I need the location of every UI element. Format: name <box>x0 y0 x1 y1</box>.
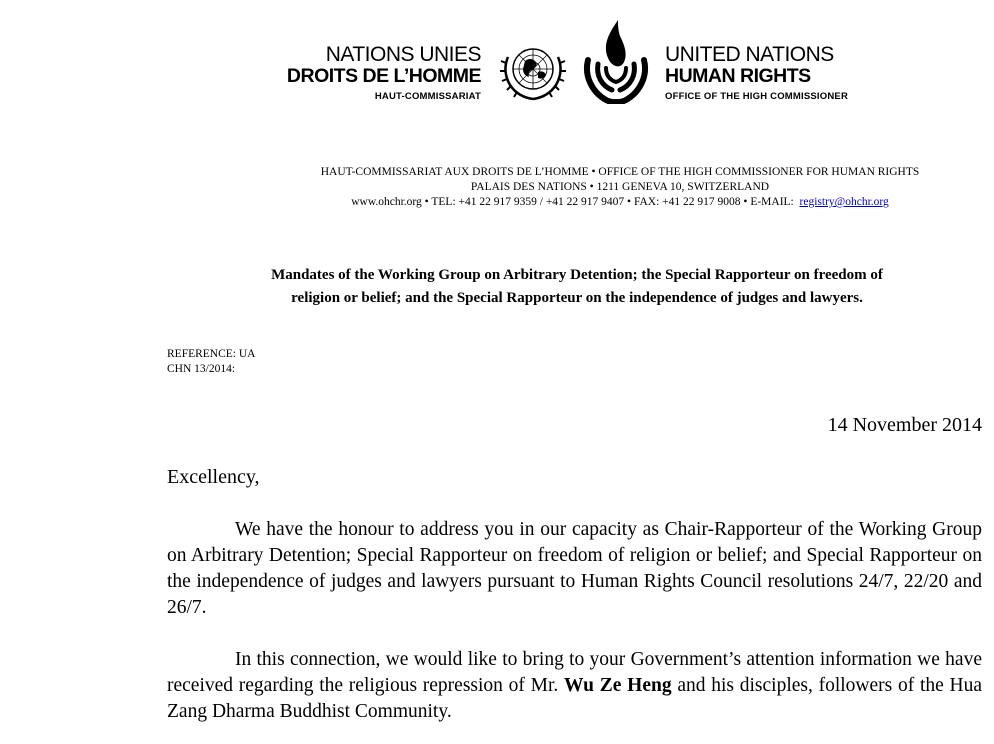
logo-text-french <box>250 44 481 101</box>
logo-text-english <box>665 44 885 101</box>
mandates-line-1: Mandates of the Working Group on Arbitrary Detention; the Special Rapporteur on freedom of <box>271 267 883 283</box>
human-rights-flame-icon <box>580 18 652 104</box>
salutation: Excellency, <box>167 466 260 488</box>
logo-human-rights: HUMAN RIGHTS <box>665 65 811 87</box>
contact-details: www.ohchr.org • TEL: +41 22 917 9359 / +41 22 917 9407 • FAX: +41 22 917 9008 • E-MAIL: <box>351 196 794 208</box>
address-line-1: HAUT-COMMISSARIAT AUX DROITS DE L’HOMME • OFFICE OF THE HIGH COMMISSIONER FOR HUMAN RIGHTS <box>320 166 920 178</box>
paragraph-2-after: and his disciples, followers of the Hua Zang Dharma Buddhist Community. <box>167 675 983 722</box>
logo-haut-commissariat: HAUT-COMMISSARIAT <box>374 90 481 102</box>
mandates-line-2: religion or belief; and the Special Rapporteur on the independence of judges and lawyers. <box>291 290 863 306</box>
logo-united-nations: UNITED NATIONS <box>665 43 834 66</box>
paragraph-1-text: We have the honour to address you in our capacity as Chair-Rapporteur of the Working Group on Arbitrary Detention; Special Rapporteur on freedom of religion or belief; and Special Rapporteur on the independence of judges and lawyers pursuant to Human Rights Council resolutions 24/7, 22/20 and 26/7. <box>167 519 982 618</box>
address-block <box>170 165 994 210</box>
reference-line-1: REFERENCE: UA <box>167 348 256 360</box>
reference-line-2: CHN 13/2014: <box>167 363 236 375</box>
un-emblem-icon <box>498 39 568 105</box>
reference-block <box>167 347 256 377</box>
person-name: Wu Ze Heng <box>564 675 672 696</box>
paragraph-2 <box>167 647 982 725</box>
email-link[interactable]: registry@ohchr.org <box>799 196 889 208</box>
paragraph-2-before: In this connection, we would like to bring to your Government’s attention information we have received regarding the religious repression of Mr. <box>167 649 982 696</box>
logo-droits-de-lhomme: DROITS DE L’HOMME <box>286 65 481 87</box>
logo-office-high-commissioner: OFFICE OF THE HIGH COMMISSIONER <box>665 90 849 102</box>
logo-nations-unies: NATIONS UNIES <box>325 43 481 66</box>
address-line-3 <box>170 195 994 210</box>
paragraph-1 <box>167 517 982 621</box>
mandates-heading <box>168 264 986 310</box>
letter-date: 14 November 2014 <box>827 414 982 436</box>
address-line-2: PALAIS DES NATIONS • 1211 GENEVA 10, SWITZERLAND <box>470 181 770 193</box>
